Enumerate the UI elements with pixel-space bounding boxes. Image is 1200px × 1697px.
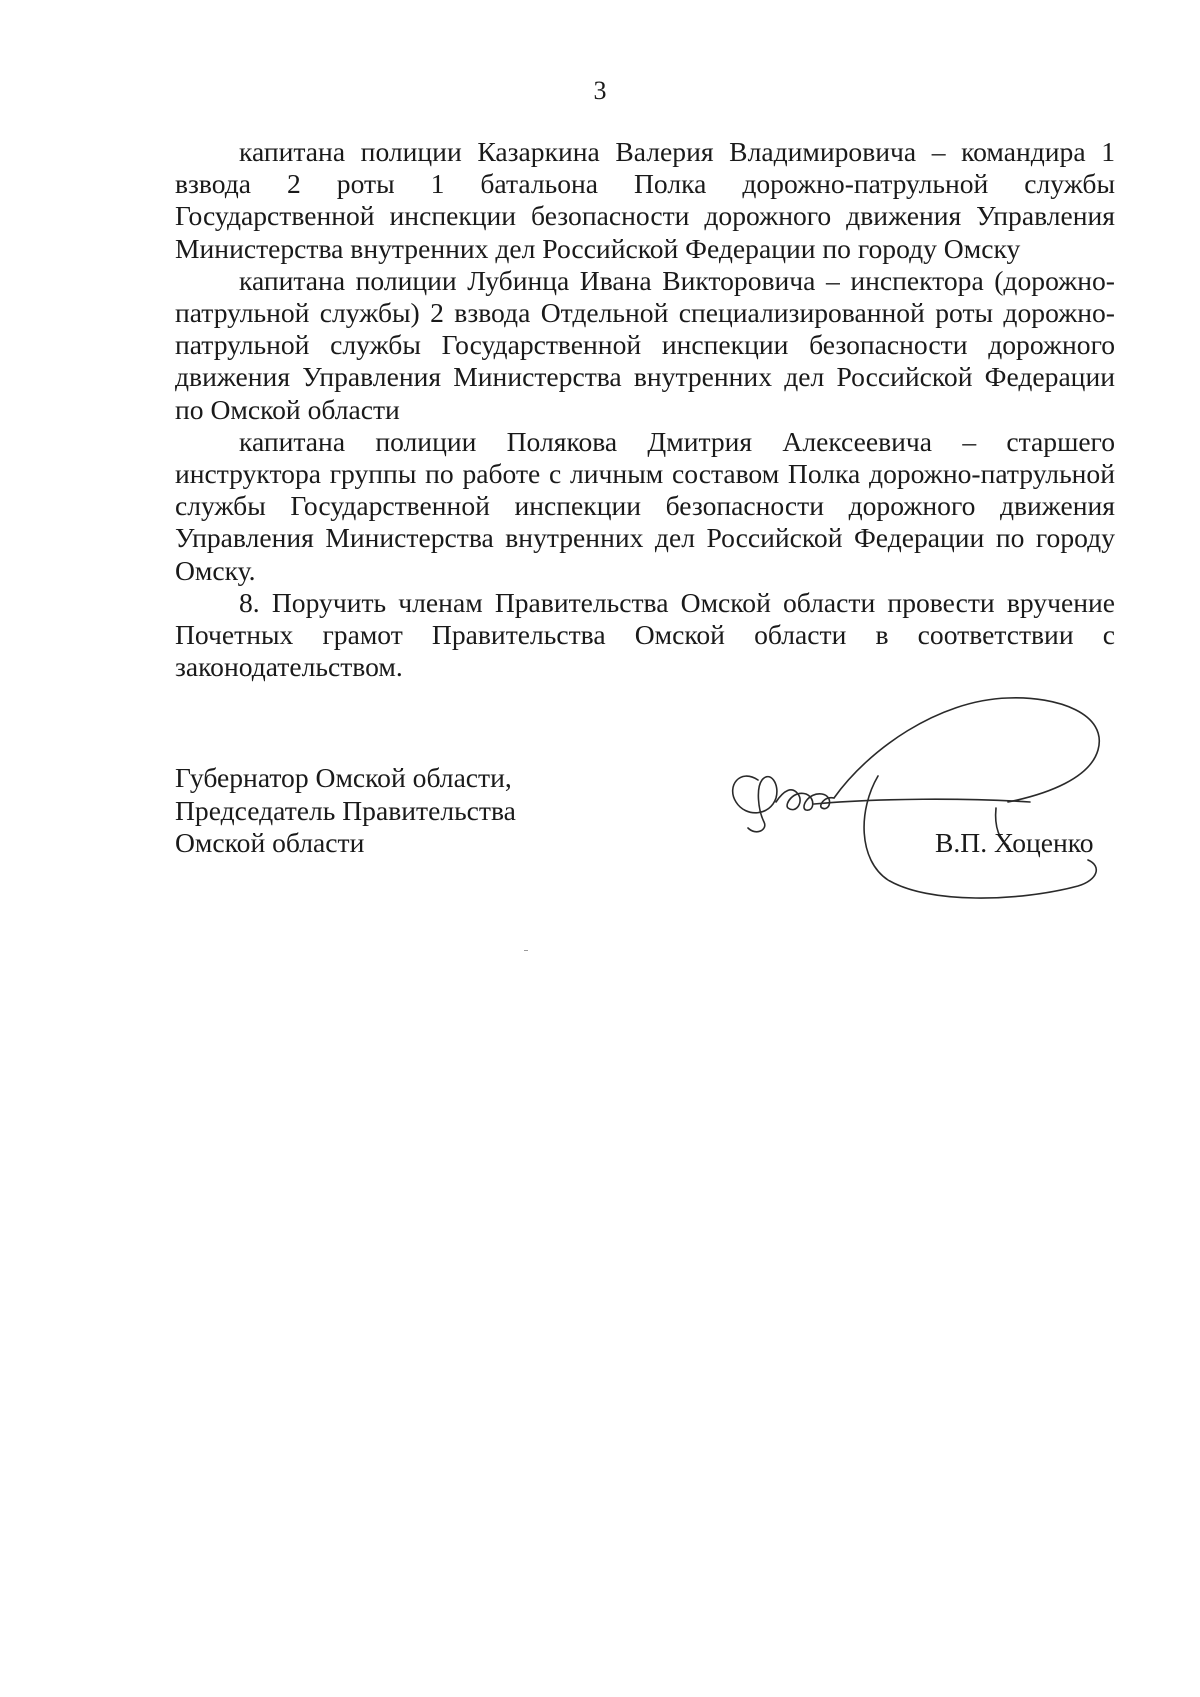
document-body	[175, 136, 1115, 683]
paragraph-polyakov: капитана полиции Полякова Дмитрия Алексеевича – старшего инструктора группы по работе с личным составом Полка дорожно-патрульной службы Государственной инспекции безопасности дорожного движения Управления Министерства внутренних дел Российской Федерации по городу Омску.	[175, 425, 1115, 586]
signatory-title	[175, 762, 516, 860]
paragraph-kazarkin: капитана полиции Казаркина Валерия Владимировича – командира 1 взвода 2 роты 1 батальона Полка дорожно-патрульной службы Государственной инспекции безопасности дорожного движения Управления Министерства внутренних дел Российской Федерации по городу Омску	[175, 136, 1115, 264]
paragraph-lubinets: капитана полиции Лубинца Ивана Викторовича – инспектора (дорожно-патрульной службы) 2 взвода Отдельной специализированной роты дорожно-патрульной службы Государственной инспекции безопасности дорожного движения Управления Министерства внутренних дел Российской Федерации по Омской области	[175, 264, 1115, 425]
page-number: 3	[593, 76, 607, 105]
signer-name: В.П. Хоценко	[935, 827, 1094, 858]
handwritten-signature	[718, 690, 1118, 910]
signatory-title-line: Губернатор Омской области,	[175, 762, 512, 793]
paragraph-item-8: 8. Поручить членам Правительства Омской области провести вручение Почетных грамот Правительства Омской области в соответствии с законодательством.	[175, 586, 1115, 683]
signatory-title-line: Омской области	[175, 827, 365, 859]
signatory-title-line: Председатель Правительства	[175, 794, 516, 826]
scan-speck	[524, 950, 528, 951]
